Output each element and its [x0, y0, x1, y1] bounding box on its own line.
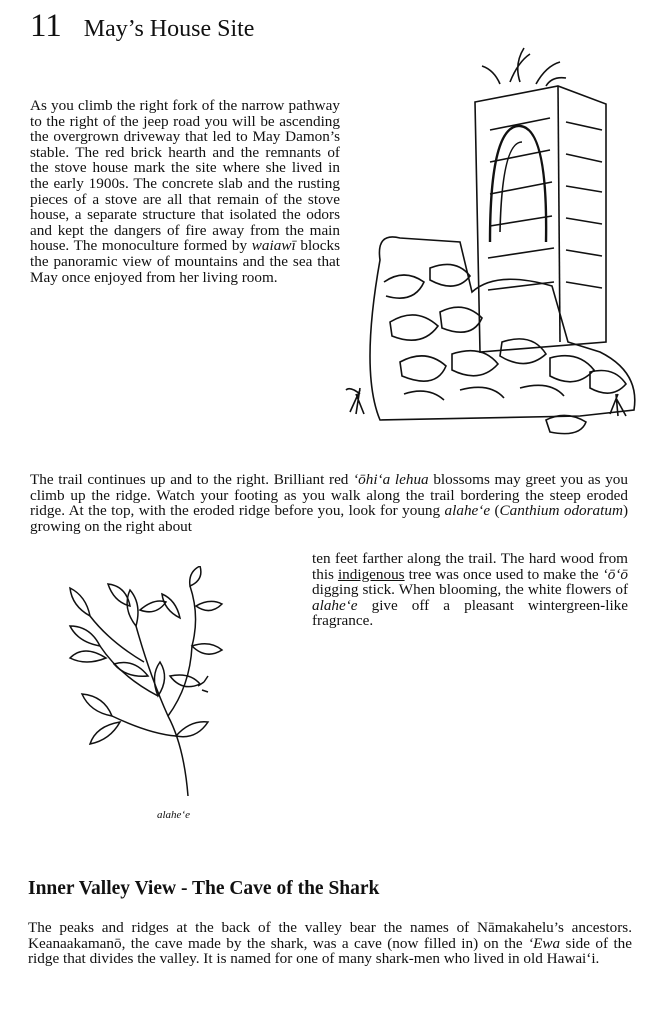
trail-italic-alahee: alahe‘e [444, 502, 491, 520]
trail-text-8: give off a pleasant wintergreen-like fragrance. [312, 596, 628, 630]
intro-paragraph [30, 98, 340, 285]
section-heading: Inner Valley View - The Cave of the Shark [28, 878, 380, 899]
trail-text-1: The trail continues up and to the right. Brilliant red [30, 471, 354, 488]
trail-text-3: ( [490, 502, 500, 520]
trail-paragraph [30, 472, 628, 534]
cave-italic-ewa: ‘Ewa [528, 934, 561, 952]
trail-text-6: tree was once used to make the [404, 565, 603, 583]
trail-italic-ohia: ‘ōhi‘a lehua [353, 471, 429, 488]
trail-italic-alahee-2: alahe‘e [312, 596, 358, 614]
cave-paragraph [28, 920, 632, 967]
para1-text: As you climb the right fork of the narrow pathway to the right of the jeep road you will be ascending the overgrown driveway that led to May Damon’s stable. The red brick hearth and the remnants of the stove house mark the site where she lived in the early 1900s. The concrete slab and the rusting pieces of a stove are all that remain of the stove house, a separate structure that isolated the odors and kept the dangers of fire away from the main house. The monoculture formed by [30, 97, 340, 255]
trail-text-5: ten feet farther along the trail. The hard wood from this [312, 550, 628, 583]
trail-paragraph-cont [312, 551, 628, 629]
page-title: May’s House Site [83, 16, 255, 42]
trail-italic-canthium: Canthium odoratum [499, 502, 623, 520]
page-header [30, 8, 254, 45]
alahee-plant-illustration [40, 566, 230, 802]
para1-italic: waiawī [251, 237, 296, 255]
hearth-illustration [340, 42, 640, 440]
trail-text-7: digging stick. When blooming, the white flowers of [312, 581, 628, 599]
page-number: 11 [30, 8, 62, 44]
trail-italic-oo: ‘ō‘ō [602, 565, 628, 583]
trail-underline-indigenous: indigenous [337, 565, 405, 583]
cave-text-2: side of the ridge that divides the valley. It is named for one of many shark-men who lived in old Hawai‘i. [28, 934, 632, 968]
para1-end: blocks the panoramic view of mountains and the sea that May once enjoyed from her living room. [30, 237, 341, 286]
cave-text-1: The peaks and ridges at the back of the valley bear the names of Nāmakahelu’s ancestors. Keanaakamanō, the cave made by the shark, was a cave (now filled in) on the [28, 919, 632, 952]
trail-text-4: ) growing on the right about [30, 502, 628, 535]
trail-text-2: blossoms may greet you as you climb up the ridge. Watch your footing as you walk along the trail bordering the steep eroded ridge. At the top, with the eroded ridge before you, look for young [30, 471, 628, 520]
figure-caption: alahe‘e [157, 809, 190, 821]
